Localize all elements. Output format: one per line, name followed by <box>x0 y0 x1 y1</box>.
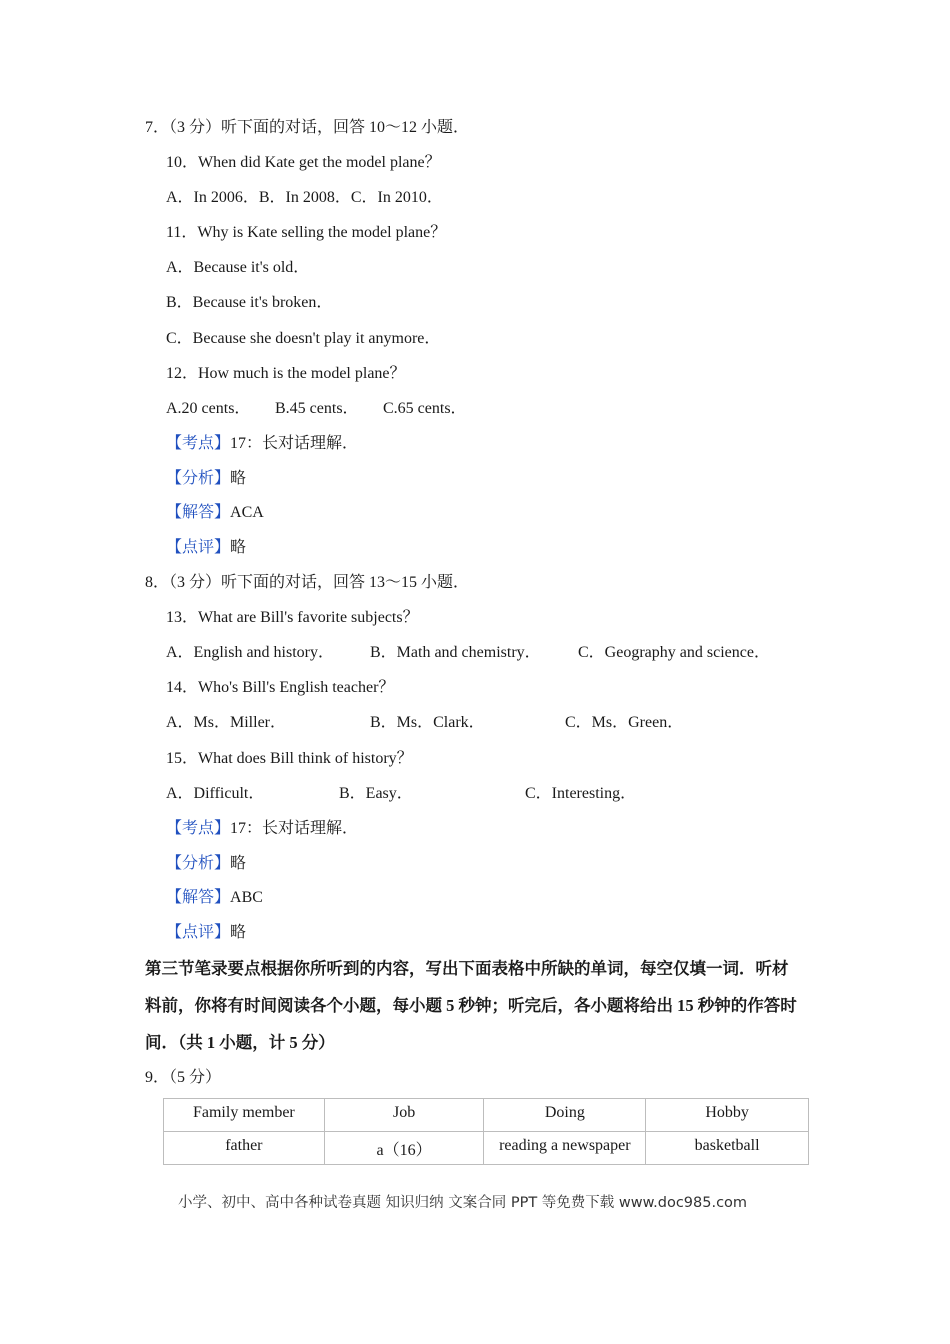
q11-option-b: B．Because it's broken． <box>166 294 333 311</box>
fenxi-text: 略 <box>230 855 247 872</box>
jieda-text: ACA <box>230 504 264 521</box>
fenxi-tag: 【分析】 <box>166 855 231 872</box>
q14-option-c: C．Ms．Green． <box>565 714 684 731</box>
table-header-cell: Hobby <box>646 1099 809 1132</box>
q11-option-a: A．Because it's old． <box>166 259 310 276</box>
q10-options: A．In 2006．B．In 2008．C．In 2010． <box>166 189 443 206</box>
q12-option-a: A.20 cents． <box>166 400 251 417</box>
q9-header: 9．（5 分） <box>145 1069 222 1086</box>
q8-fenxi <box>166 854 246 874</box>
table-header-row <box>164 1099 809 1132</box>
table-row <box>164 1132 809 1165</box>
jieda-text: ABC <box>230 889 263 906</box>
kaodian-text: 17：长对话理解． <box>230 435 359 452</box>
q13-option-c: C．Geography and science． <box>578 644 770 661</box>
q12-stem: 12．How much is the model plane？ <box>166 365 406 382</box>
jieda-tag: 【解答】 <box>166 889 231 906</box>
q11-stem: 11．Why is Kate selling the model plane？ <box>166 224 447 241</box>
kaodian-tag: 【考点】 <box>166 435 231 452</box>
q15-option-c: C．Interesting． <box>525 785 637 802</box>
q12-option-b: B.45 cents． <box>275 400 359 417</box>
table-header-cell: Job <box>324 1099 484 1132</box>
q15-stem: 15．What does Bill think of history？ <box>166 750 413 767</box>
table-header-cell: Doing <box>484 1099 646 1132</box>
fenxi-text: 略 <box>230 470 247 487</box>
q15-option-b: B．Easy． <box>339 785 413 802</box>
dianping-tag: 【点评】 <box>166 539 231 556</box>
q12-option-c: C.65 cents． <box>383 400 467 417</box>
q13-stem: 13．What are Bill's favorite subjects？ <box>166 609 419 626</box>
footer-text: 小学、初中、高中各种试卷真题 知识归纳 文案合同 PPT 等免费下载 www.doc985.com <box>178 1195 748 1211</box>
kaodian-tag: 【考点】 <box>166 820 231 837</box>
dianping-tag: 【点评】 <box>166 924 231 941</box>
notes-table <box>163 1098 809 1165</box>
table-cell: father <box>164 1132 325 1165</box>
table-cell: basketball <box>646 1132 809 1165</box>
table-header-cell: Family member <box>164 1099 325 1132</box>
table-cell: a（16） <box>324 1132 484 1165</box>
jieda-tag: 【解答】 <box>166 504 231 521</box>
q7-fenxi <box>166 469 246 489</box>
table-cell: reading a newspaper <box>484 1132 646 1165</box>
q7-jieda <box>166 503 264 523</box>
q7-kaodian <box>166 434 358 454</box>
q10-stem: 10．When did Kate get the model plane？ <box>166 154 441 171</box>
dianping-text: 略 <box>230 924 247 941</box>
kaodian-text: 17：长对话理解． <box>230 820 359 837</box>
q7-dianping <box>166 538 246 558</box>
q7-header: 7．（3 分）听下面的对话，回答 10～12 小题． <box>145 119 470 136</box>
q8-jieda <box>166 888 263 908</box>
q13-option-b: B．Math and chemistry． <box>370 644 541 661</box>
section3-line1: 第三节笔录要点根据你所听到的内容，写出下面表格中所缺的单词，每空仅填一词．听材 <box>145 959 789 978</box>
q11-option-c: C．Because she doesn't play it anymore． <box>166 330 441 347</box>
q13-option-a: A．English and history． <box>166 644 334 661</box>
fenxi-tag: 【分析】 <box>166 470 231 487</box>
dianping-text: 略 <box>230 539 247 556</box>
section3-line3: 间．（共 1 小题，计 5 分） <box>145 1033 335 1052</box>
q8-header: 8．（3 分）听下面的对话，回答 13～15 小题． <box>145 574 470 591</box>
q15-option-a: A．Difficult． <box>166 785 265 802</box>
q8-kaodian <box>166 819 358 839</box>
q14-option-a: A．Ms．Miller． <box>166 714 287 731</box>
q14-option-b: B．Ms．Clark． <box>370 714 485 731</box>
q14-stem: 14．Who's Bill's English teacher？ <box>166 679 395 696</box>
q8-dianping <box>166 923 246 943</box>
section3-line2: 料前，你将有时间阅读各个小题，每小题 5 秒钟；听完后，各小题将给出 15 秒钟的作答时 <box>145 996 797 1015</box>
